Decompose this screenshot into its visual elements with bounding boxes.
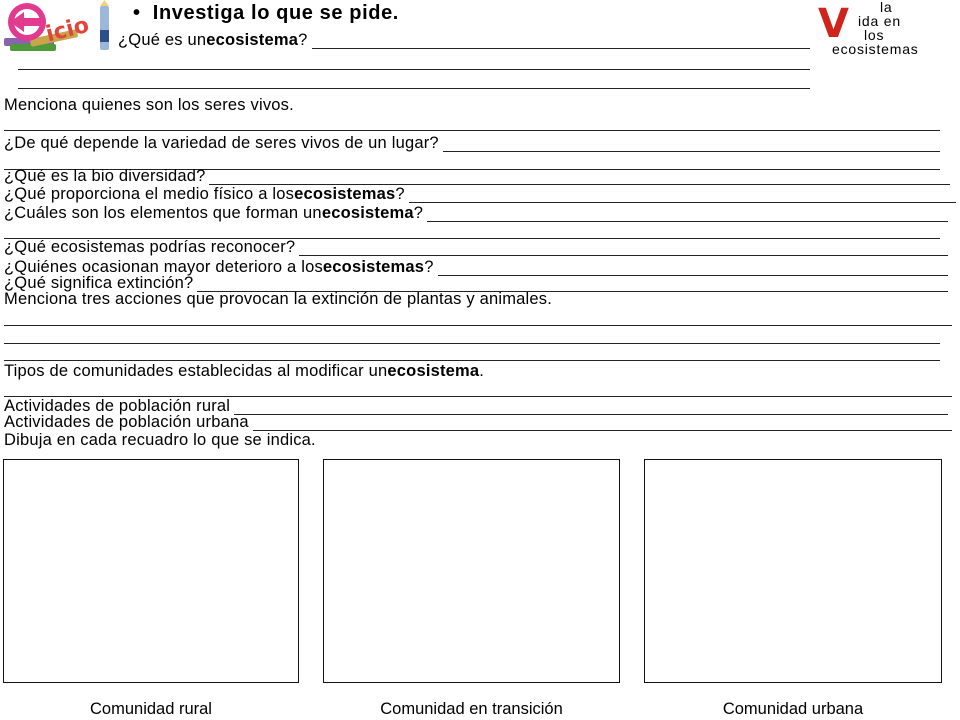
answer-line[interactable] — [4, 325, 952, 326]
logo-v-letter: V — [818, 1, 849, 47]
question-6: ¿Cuáles son los elementos que forman un ecosistema ? — [4, 204, 948, 222]
back-arrow-icon — [0, 0, 122, 56]
question-14: Dibuja en cada recuadro lo que se indica. — [4, 431, 316, 449]
question-4: ¿Qué es la bio diversidad? — [4, 167, 950, 185]
title-bullet: • — [133, 2, 141, 24]
question-5: ¿Qué proporciona el medio físico a los ecosistemas ? — [4, 185, 956, 203]
answer-line[interactable] — [299, 241, 948, 256]
answer-line[interactable] — [18, 88, 810, 89]
question-9: ¿Qué significa extinción? — [4, 274, 948, 292]
drawing-box-urban[interactable] — [644, 459, 942, 683]
caption-transition: Comunidad en transición — [380, 700, 563, 718]
answer-line[interactable] — [409, 188, 956, 203]
question-2: Menciona quienes son los seres vivos. — [4, 96, 294, 114]
logo-word-2: ida en — [858, 13, 901, 29]
answer-line[interactable] — [4, 130, 940, 131]
logo-word-1: la — [880, 0, 893, 15]
answer-line[interactable] — [209, 170, 950, 185]
logo-word-3: los — [864, 27, 885, 43]
question-1: ¿Qué es un ecosistema ? — [118, 31, 810, 49]
question-3: ¿De qué depende la variedad de seres vivos de un lugar? — [4, 134, 940, 152]
logo-word-4: ecosistemas — [832, 41, 919, 57]
answer-line[interactable] — [4, 360, 940, 361]
answer-line[interactable] — [443, 137, 940, 152]
answer-line[interactable] — [4, 343, 940, 344]
badge-text: icio — [43, 12, 92, 48]
logo-left — [0, 0, 122, 56]
answer-line[interactable] — [253, 416, 952, 431]
question-12: Actividades de población rural — [4, 397, 948, 415]
answer-line[interactable] — [18, 69, 810, 70]
question-8: ¿Quiénes ocasionan mayor deterioro a los ecosistemas ? — [4, 258, 948, 276]
drawing-box-transition[interactable] — [323, 459, 620, 683]
question-10: Menciona tres acciones que provocan la extinción de plantas y animales. — [4, 290, 553, 308]
caption-rural: Comunidad rural — [90, 700, 212, 718]
question-7: ¿Qué ecosistemas podrías reconocer? — [4, 238, 948, 256]
answer-line[interactable] — [312, 34, 811, 49]
question-11: Tipos de comunidades establecidas al modificar un ecosistema . — [4, 362, 485, 380]
caption-urban: Comunidad urbana — [722, 700, 864, 718]
logo-right — [818, 0, 958, 60]
worksheet-title — [133, 2, 399, 25]
answer-line[interactable] — [427, 207, 948, 222]
title-text: Investiga lo que se pide. — [152, 2, 399, 24]
drawing-box-rural[interactable] — [3, 459, 299, 683]
question-13: Actividades de población urbana — [4, 413, 952, 431]
